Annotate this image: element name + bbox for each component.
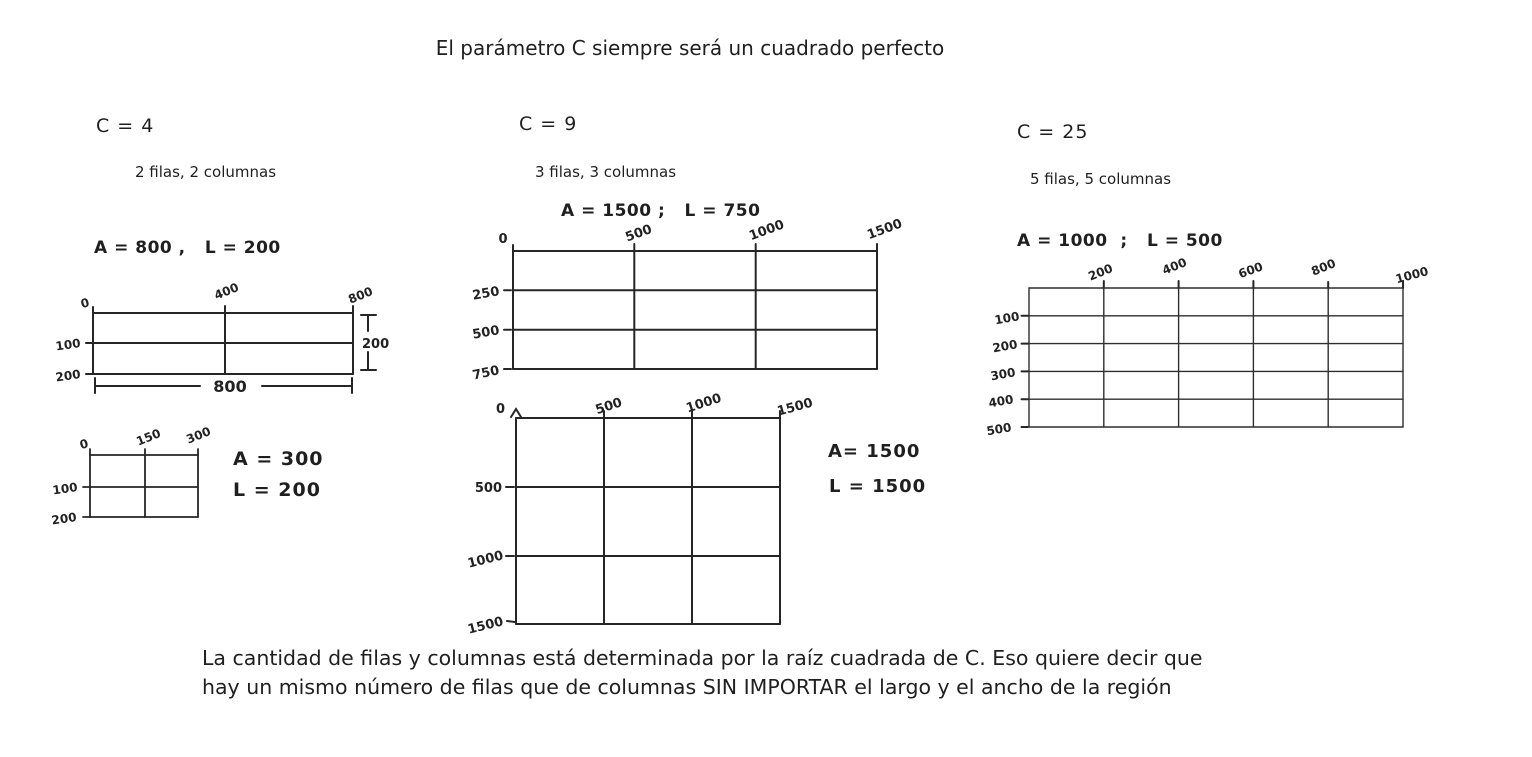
grid5-ticks: [1022, 281, 1404, 427]
grid2-labels: [51, 424, 213, 527]
section-c9-heading: C = 9: [519, 113, 578, 135]
grid3-ytick-250: 250: [471, 284, 501, 304]
grid2-xtick-150: 150: [134, 426, 163, 449]
grid5-ytick-300: 300: [989, 365, 1017, 384]
grid5-ytick-500: 500: [985, 420, 1013, 439]
grid4-labels: [466, 391, 814, 638]
grid4-xtick-1500: 1500: [775, 395, 815, 420]
grid5-xtick-1000: 1000: [1394, 264, 1430, 287]
grid4-area-label: A= 1500: [828, 441, 921, 462]
grid5-ytick-100: 100: [993, 309, 1021, 328]
section-c9-subheading: 3 filas, 3 columnas: [535, 163, 677, 181]
grid4-xtick-1000: 1000: [684, 390, 724, 417]
grid2-lines: [83, 449, 198, 517]
section-c4-heading: C = 4: [96, 115, 155, 137]
grid4-xtick-0: 0: [495, 402, 505, 417]
grid4-ytick-500: 500: [474, 481, 502, 496]
grid4-lines: [506, 409, 780, 624]
grid2-ytick-100: 100: [51, 480, 79, 498]
grid2-xtick-0: 0: [78, 436, 90, 452]
footer-line-1: La cantidad de filas y columnas está determinada por la raíz cuadrada de C. Eso quiere decir que: [202, 646, 1203, 670]
grid1-ytick-200: 200: [54, 367, 82, 385]
grid3-xtick-1000: 1000: [747, 217, 787, 244]
grid4-length-label: L = 1500: [829, 476, 927, 497]
grid1-xtick-800: 800: [346, 284, 375, 307]
grid2-xtick-300: 300: [184, 424, 213, 447]
grid3-xtick-500: 500: [623, 222, 655, 246]
footer-line-2: hay un mismo número de filas que de columnas SIN IMPORTAR el largo y el ancho de la región: [202, 675, 1172, 699]
grid5-xtick-800: 800: [1309, 256, 1338, 279]
grid1-width-dim: 800: [213, 377, 247, 396]
grid5-xtick-400: 400: [1160, 255, 1189, 278]
grid5-lines: [1029, 288, 1403, 427]
grid3-ytick-750: 750: [471, 363, 501, 384]
grid5-xtick-200: 200: [1086, 261, 1115, 284]
grid4-xtick-500: 500: [593, 395, 625, 418]
grid2-ytick-200: 200: [50, 510, 78, 528]
grid3-lines: [504, 244, 877, 369]
grid5-ytick-200: 200: [991, 337, 1019, 356]
grid3-params: A = 1500 ; L = 750: [561, 201, 761, 221]
grid3-xtick-0: 0: [498, 232, 508, 247]
section-c25-heading: C = 25: [1017, 121, 1089, 143]
section-c25-subheading: 5 filas, 5 columnas: [1030, 170, 1172, 188]
grid1-xtick-400: 400: [212, 280, 241, 303]
page-title: El parámetro C siempre será un cuadrado perfecto: [435, 36, 945, 60]
grid4-ytick-1500: 1500: [466, 614, 505, 638]
grid3-xtick-1500: 1500: [865, 216, 905, 243]
section-c4-params: A = 800 , L = 200: [94, 238, 281, 258]
grid1-labels: [55, 280, 389, 396]
grid1-height-dim: 200: [362, 337, 390, 352]
grid3-ytick-500: 500: [471, 323, 501, 343]
grid5-labels: [985, 255, 1430, 438]
grid5-ytick-400: 400: [987, 392, 1015, 411]
grid2-area-label: A = 300: [233, 448, 324, 470]
grid3-labels: [471, 216, 904, 383]
grid4-ytick-1000: 1000: [466, 548, 505, 572]
section-c4-subheading: 2 filas, 2 columnas: [135, 163, 277, 181]
grid1-ytick-100: 100: [54, 336, 82, 354]
grid5-xtick-600: 600: [1236, 259, 1265, 282]
grid2-length-label: L = 200: [233, 479, 321, 501]
grid5-params: A = 1000 ; L = 500: [1017, 231, 1223, 251]
grid1-xtick-0: 0: [79, 295, 91, 311]
